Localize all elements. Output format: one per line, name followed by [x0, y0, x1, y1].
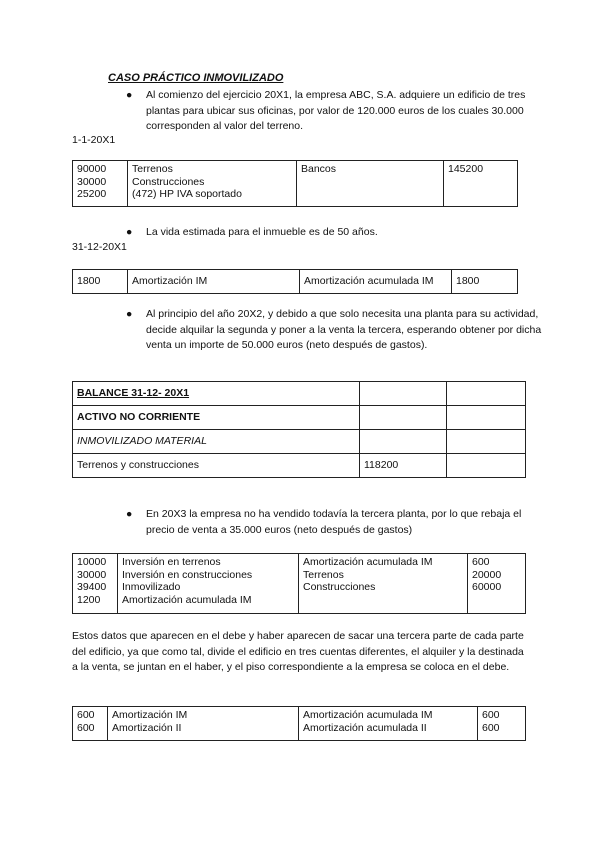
amount: 30000 [77, 175, 107, 188]
amount: 10000 [77, 556, 107, 568]
account: Terrenos [303, 568, 344, 581]
balance-section: ACTIVO NO CORRIENTE [73, 406, 360, 430]
balance-table [72, 381, 526, 478]
bullet-text: Al principio del año 20X2, y debido a que solo necesita una planta para su actividad, decide alquilar la segunda y poner a la venta la tercera, esperando obtener por dicha venta un importe de 50.000 euros (neto después de gastos). [146, 308, 542, 351]
amount: 30000 [77, 568, 107, 581]
credit-account: Amortización acumulada IM [300, 270, 452, 294]
credit-amounts [468, 554, 526, 614]
debit-accounts [118, 554, 299, 614]
journal-entry-4 [72, 706, 526, 741]
balance-row-label: Terrenos y construcciones [73, 454, 360, 478]
entry-date-1: 1-1-20X1 [72, 134, 116, 146]
balance-subsection: INMOVILIZADO MATERIAL [73, 430, 360, 454]
account: Amortización II [112, 721, 182, 734]
amount: 600 [482, 709, 500, 721]
amount: 600 [472, 556, 490, 568]
document-title: CASO PRÁCTICO INMOVILIZADO [108, 72, 284, 84]
bullet-text: En 20X3 la empresa no ha vendido todavía la tercera planta, por lo que rebaja el precio de venta a 35.000 euros (neto después de gastos) [146, 508, 522, 536]
amount: 25200 [77, 188, 107, 200]
debit-account: Amortización IM [128, 270, 300, 294]
bullet-icon: ● [126, 308, 133, 320]
journal-entry-2 [72, 269, 518, 294]
credit-accounts [299, 707, 478, 741]
account: Amortización acumulada II [303, 721, 427, 734]
account: (472) HP IVA soportado [132, 188, 242, 200]
account: Inversión en terrenos [122, 556, 221, 568]
amount: 60000 [472, 581, 502, 593]
account: Amortización IM [112, 709, 188, 721]
credit-amount: 145200 [444, 161, 518, 207]
account: Construcciones [303, 581, 376, 593]
amount: 20000 [472, 568, 502, 581]
amount: 90000 [77, 163, 107, 175]
debit-accounts [108, 707, 299, 741]
amount: 600 [77, 709, 95, 721]
bullet-text: La vida estimada para el inmueble es de 50 años. [146, 226, 378, 238]
explanation-paragraph: Estos datos que aparecen en el debe y haber aparecen de sacar una tercera parte de cada parte del edificio, ya que como tal, divide el edificio en tres cuentas diferentes, el alquiler y la destinada a la venta, se juntan en el haber, y el piso correspondiente a la empresa se coloca en el debe. [72, 630, 524, 673]
credit-accounts [299, 554, 468, 614]
amount: 1200 [77, 593, 101, 606]
balance-row-value: 118200 [360, 454, 447, 478]
amount: 600 [482, 721, 500, 734]
bullet-icon: ● [126, 89, 133, 101]
account: Amortización acumulada IM [303, 556, 433, 568]
journal-entry-1 [72, 160, 518, 207]
debit-amounts [73, 707, 108, 741]
account: Amortización acumulada IM [122, 593, 252, 606]
balance-header: BALANCE 31-12- 20X1 [73, 382, 360, 406]
bullet-text: Al comienzo del ejercicio 20X1, la empresa ABC, S.A. adquiere un edificio de tres plantas para ubicar sus oficinas, por valor de 120.000 euros de los cuales 30.000 corresponden al valor del terreno. [146, 89, 526, 132]
bullet-icon: ● [126, 226, 133, 238]
account: Inversión en construcciones [122, 568, 253, 581]
account: Terrenos [132, 163, 173, 175]
debit-amounts [73, 161, 128, 207]
account: Inmovilizado [122, 581, 181, 593]
credit-amounts [478, 707, 526, 741]
amount: 39400 [77, 581, 107, 593]
entry-date-2: 31-12-20X1 [72, 241, 127, 253]
account: Construcciones [132, 175, 205, 188]
journal-entry-3 [72, 553, 526, 614]
debit-amounts [73, 554, 118, 614]
account: Amortización acumulada IM [303, 709, 433, 721]
bullet-icon: ● [126, 508, 133, 520]
debit-accounts [128, 161, 297, 207]
debit-amount: 1800 [73, 270, 128, 294]
credit-amount: 1800 [452, 270, 518, 294]
credit-account: Bancos [297, 161, 444, 207]
amount: 600 [77, 721, 95, 734]
